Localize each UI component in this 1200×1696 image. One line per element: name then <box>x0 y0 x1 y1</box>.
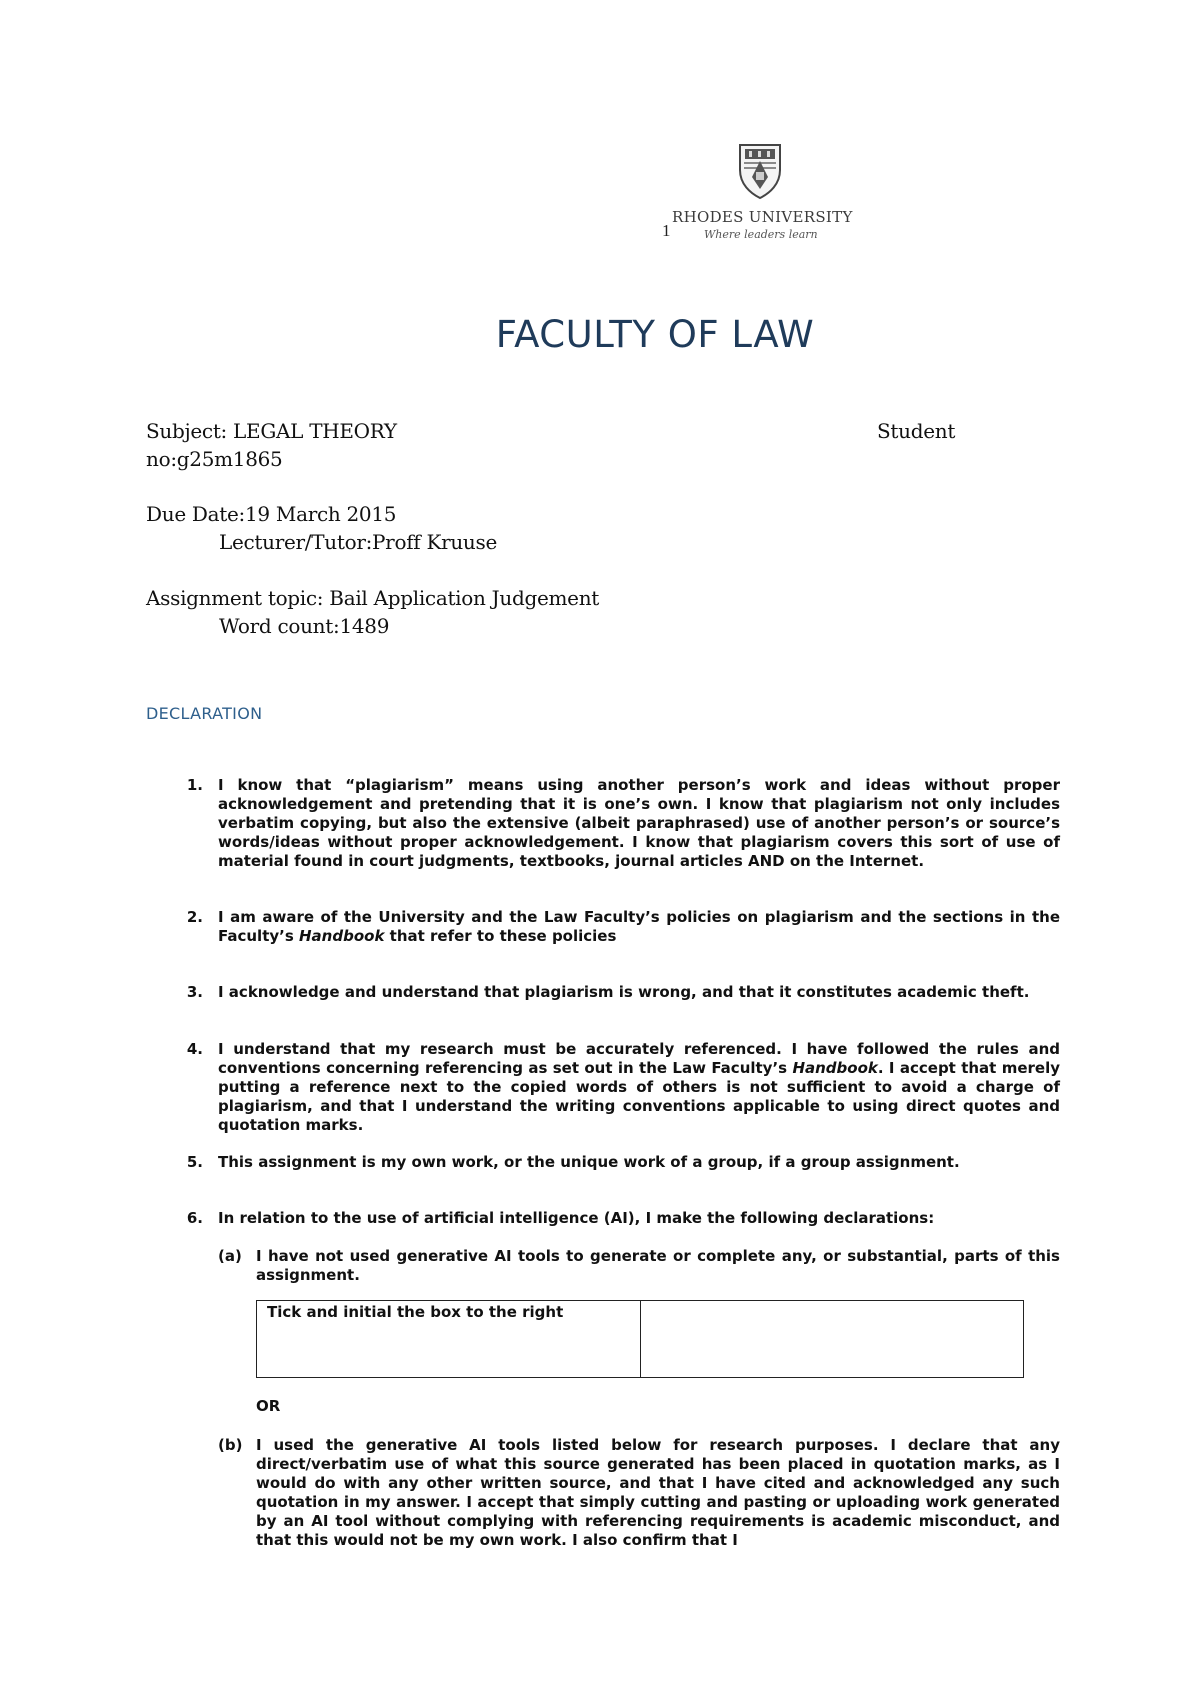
subject-field: Subject: LEGAL THEORY <box>146 419 397 443</box>
subitem-text: I have not used generative AI tools to generate or complete any, or substantial, parts of this assignment. <box>256 1247 1060 1284</box>
university-tagline: Where leaders learn <box>704 228 818 241</box>
page-mark: 1 <box>662 221 671 240</box>
item-number: 3. <box>186 983 203 1001</box>
item-text: I know that “plagiarism” means using another person’s work and ideas without proper acknowledgement and pretending that it is one’s own. I know that plagiarism not only includes verbatim copying, but also the extensive (albeit paraphrased) use of another person’s or source’s words/ideas without proper acknowledgement. I know that plagiarism covers this sort of use of material found in court judgments, textbooks, journal articles AND on the Internet. <box>218 776 1060 870</box>
page-title: FACULTY OF LAW <box>495 313 815 356</box>
item-text: I understand that my research must be accurately referenced. I have followed the rules and conventions concerning referencing as set out in the Law Faculty’s Handbook. I accept that merely putting a reference next to the copied words of others is not sufficient to avoid a charge of plagiarism, and that I understand the writing conventions applicable to using direct quotes and quotation marks. <box>218 1040 1060 1134</box>
item-number: 6. <box>186 1209 203 1227</box>
word-count-field: Word count:1489 <box>219 614 390 638</box>
subitem-label: (b) <box>218 1436 243 1454</box>
university-name: RHODES UNIVERSITY <box>672 208 853 226</box>
or-label: OR <box>256 1397 281 1415</box>
item-text: I am aware of the University and the Law Faculty’s policies on plagiarism and the sections in the Faculty’s Handbook that refer to these policies <box>218 908 1060 945</box>
due-date-field: Due Date:19 March 2015 <box>146 502 397 526</box>
university-logo <box>668 142 868 250</box>
subitem-text: I used the generative AI tools listed below for research purposes. I declare that any direct/verbatim use of what this source generated has been placed in quotation marks, as I would do with any other written source, and that I have cited and acknowledged any such quotation in my answer. I accept that simply cutting and pasting or uploading work generated by an AI tool without complying with referencing requirements is academic misconduct, and that this would not be my own work. I also confirm that I <box>256 1436 1060 1549</box>
student-number: no:g25m1865 <box>146 447 283 471</box>
student-label: Student <box>877 419 956 443</box>
lecturer-field: Lecturer/Tutor:Proff Kruuse <box>219 530 498 554</box>
item-text: I acknowledge and understand that plagiarism is wrong, and that it constitutes academic theft. <box>218 983 1030 1001</box>
item-number: 4. <box>186 1040 203 1058</box>
tick-box-table <box>256 1300 1024 1378</box>
crest-icon <box>737 142 783 200</box>
item-number: 2. <box>186 908 203 926</box>
item-text: This assignment is my own work, or the unique work of a group, if a group assignment. <box>218 1153 960 1171</box>
item-number: 1. <box>186 776 203 794</box>
tick-box-label: Tick and initial the box to the right <box>257 1301 641 1377</box>
tick-box-input-cell[interactable] <box>641 1301 1023 1377</box>
item-number: 5. <box>186 1153 203 1171</box>
subitem-label: (a) <box>218 1247 242 1265</box>
declaration-heading: DECLARATION <box>146 704 263 723</box>
assignment-topic-field: Assignment topic: Bail Application Judgement <box>146 586 600 610</box>
item-text: In relation to the use of artificial intelligence (AI), I make the following declarations: <box>218 1209 935 1227</box>
